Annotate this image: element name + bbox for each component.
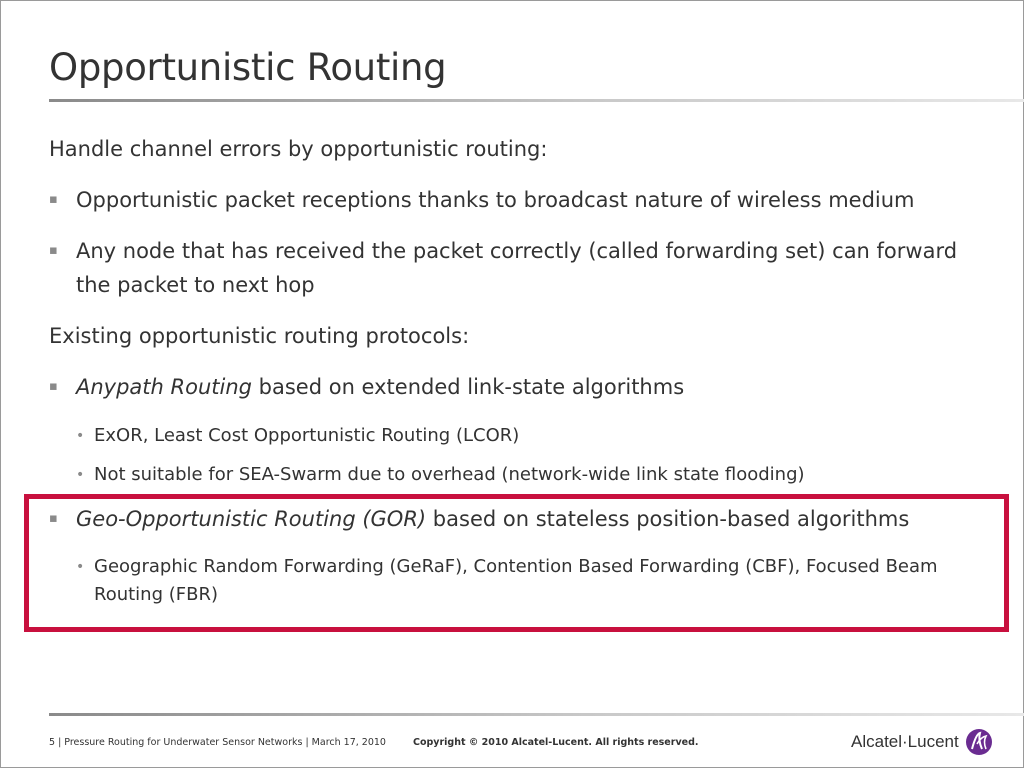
dot-bullet-icon: • [76, 467, 85, 483]
bullet-text: Any node that has received the packet correctly (called forwarding set) can forward the packet to next hop [76, 239, 958, 297]
dot-bullet-icon: • [76, 428, 85, 444]
title-rule [49, 99, 1024, 102]
gor-name: Geo-Opportunistic Routing (GOR) [76, 507, 427, 531]
square-bullet-icon: ▪ [49, 379, 58, 394]
square-bullet-icon: ▪ [49, 511, 58, 526]
sub-bullet-text: Geographic Random Forwarding (GeRaF), Contention Based Forwarding (CBF), Focused Beam Routing (FBR) [94, 556, 938, 605]
logo-text: Alcatel·Lucent [851, 732, 959, 751]
sub-bullet-text: Not suitable for SEA-Swarm due to overhead (network-wide link state flooding) [94, 464, 805, 485]
section1-heading: Handle channel errors by opportunistic routing: [49, 137, 548, 161]
footer-rule [49, 713, 1024, 716]
slide-title: Opportunistic Routing [49, 46, 447, 89]
square-bullet-icon: ▪ [49, 243, 58, 258]
alcatel-lucent-logo-icon [965, 728, 993, 756]
section2-heading: Existing opportunistic routing protocols: [49, 324, 470, 348]
footer-copyright: Copyright © 2010 Alcatel-Lucent. All rights reserved. [413, 737, 699, 748]
sub-bullet-text: ExOR, Least Cost Opportunistic Routing (LCOR) [94, 425, 520, 446]
dot-bullet-icon: • [76, 559, 85, 575]
bullet-text [76, 370, 1011, 404]
square-bullet-icon: ▪ [49, 192, 58, 207]
anypath-rest: based on extended link-state algorithms [251, 375, 685, 399]
anypath-name: Anypath Routing [76, 375, 252, 399]
alcatel-lucent-logo [851, 727, 993, 757]
bullet-text [76, 502, 1011, 536]
bullet-text: Opportunistic packet receptions thanks to broadcast nature of wireless medium [76, 188, 915, 212]
footer-slide-info: 5 | Pressure Routing for Underwater Sensor Networks | March 17, 2010 [49, 737, 386, 748]
gor-rest: based on stateless position-based algorithms [426, 507, 910, 531]
